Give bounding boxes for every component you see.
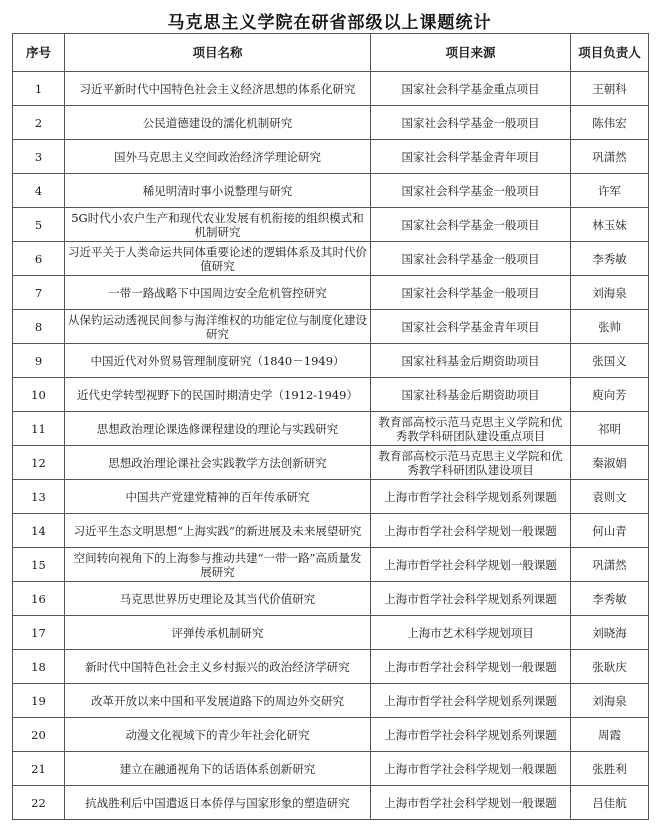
cell-index: 15	[13, 548, 65, 582]
cell-index: 4	[13, 174, 65, 208]
cell-project-name: 近代史学转型视野下的民国时期清史学（1912-1949）	[65, 378, 371, 412]
cell-project-name: 从保钓运动透视民间参与海洋维权的功能定位与制度化建设研究	[65, 310, 371, 344]
cell-project-name: 改革开放以来中国和平发展道路下的周边外交研究	[65, 684, 371, 718]
cell-project-source: 上海市艺术科学规划项目	[371, 616, 571, 650]
cell-index: 14	[13, 514, 65, 548]
cell-index: 1	[13, 72, 65, 106]
header-project-source: 项目来源	[371, 34, 571, 72]
cell-project-name: 动漫文化视域下的青少年社会化研究	[65, 718, 371, 752]
table-row	[13, 72, 649, 106]
table-row	[13, 548, 649, 582]
cell-project-leader: 李秀敏	[571, 242, 649, 276]
cell-project-name: 建立在融通视角下的话语体系创新研究	[65, 752, 371, 786]
cell-index: 2	[13, 106, 65, 140]
cell-project-source: 国家社会科学基金一般项目	[371, 276, 571, 310]
table-row	[13, 684, 649, 718]
cell-project-source: 国家社会科学基金一般项目	[371, 208, 571, 242]
table-row	[13, 412, 649, 446]
cell-index: 13	[13, 480, 65, 514]
table-row	[13, 106, 649, 140]
cell-project-name: 5G时代小农户生产和现代农业发展有机衔接的组织模式和机制研究	[65, 208, 371, 242]
cell-project-leader: 林玉妹	[571, 208, 649, 242]
cell-project-leader: 张帅	[571, 310, 649, 344]
table-row	[13, 344, 649, 378]
cell-project-source: 上海市哲学社会科学规划一般课题	[371, 752, 571, 786]
cell-project-name: 新时代中国特色社会主义乡村振兴的政治经济学研究	[65, 650, 371, 684]
cell-project-source: 教育部高校示范马克思主义学院和优秀教学科研团队建设重点项目	[371, 412, 571, 446]
table-row	[13, 310, 649, 344]
cell-project-source: 上海市哲学社会科学规划一般课题	[371, 548, 571, 582]
cell-project-name: 习近平关于人类命运共同体重要论述的逻辑体系及其时代价值研究	[65, 242, 371, 276]
table-row	[13, 786, 649, 820]
cell-project-source: 上海市哲学社会科学规划一般课题	[371, 786, 571, 820]
cell-project-source: 国家社科基金后期资助项目	[371, 378, 571, 412]
cell-index: 7	[13, 276, 65, 310]
cell-project-source: 国家社会科学基金一般项目	[371, 106, 571, 140]
table-row	[13, 650, 649, 684]
cell-project-leader: 张胜利	[571, 752, 649, 786]
cell-project-source: 国家社会科学基金一般项目	[371, 174, 571, 208]
cell-project-leader: 庾向芳	[571, 378, 649, 412]
cell-project-source: 上海市哲学社会科学规划系列课题	[371, 480, 571, 514]
cell-project-name: 习近平生态文明思想“上海实践”的新进展及未来展望研究	[65, 514, 371, 548]
cell-project-source: 国家社科基金后期资助项目	[371, 344, 571, 378]
cell-project-leader: 周霞	[571, 718, 649, 752]
header-index: 序号	[13, 34, 65, 72]
cell-index: 19	[13, 684, 65, 718]
cell-index: 6	[13, 242, 65, 276]
cell-project-leader: 巩潇然	[571, 140, 649, 174]
cell-index: 16	[13, 582, 65, 616]
cell-project-name: 思想政治理论课选修课程建设的理论与实践研究	[65, 412, 371, 446]
cell-index: 5	[13, 208, 65, 242]
cell-index: 11	[13, 412, 65, 446]
cell-project-name: 思想政治理论课社会实践教学方法创新研究	[65, 446, 371, 480]
table-row	[13, 752, 649, 786]
cell-index: 8	[13, 310, 65, 344]
cell-index: 21	[13, 752, 65, 786]
cell-project-name: 评弹传承机制研究	[65, 616, 371, 650]
cell-project-leader: 王朝科	[571, 72, 649, 106]
cell-project-source: 上海市哲学社会科学规划系列课题	[371, 718, 571, 752]
cell-index: 22	[13, 786, 65, 820]
table-row	[13, 446, 649, 480]
cell-project-name: 中国近代对外贸易管理制度研究（1840－1949）	[65, 344, 371, 378]
cell-index: 18	[13, 650, 65, 684]
cell-project-name: 公民道德建设的濡化机制研究	[65, 106, 371, 140]
table-row	[13, 378, 649, 412]
cell-project-name: 稀见明清时事小说整理与研究	[65, 174, 371, 208]
header-project-name: 项目名称	[65, 34, 371, 72]
table-row	[13, 582, 649, 616]
cell-project-leader: 刘海泉	[571, 684, 649, 718]
cell-project-leader: 张耿庆	[571, 650, 649, 684]
cell-project-leader: 陈伟宏	[571, 106, 649, 140]
cell-project-name: 空间转向视角下的上海参与推动共建“一带一路”高质量发展研究	[65, 548, 371, 582]
cell-project-leader: 刘海泉	[571, 276, 649, 310]
cell-project-source: 国家社会科学基金青年项目	[371, 310, 571, 344]
cell-project-leader: 张国义	[571, 344, 649, 378]
cell-project-leader: 秦淑娟	[571, 446, 649, 480]
table-row	[13, 140, 649, 174]
cell-project-name: 中国共产党建党精神的百年传承研究	[65, 480, 371, 514]
cell-project-name: 马克思世界历史理论及其当代价值研究	[65, 582, 371, 616]
cell-project-source: 上海市哲学社会科学规划系列课题	[371, 582, 571, 616]
cell-project-name: 抗战胜利后中国遣返日本侨俘与国家形象的塑造研究	[65, 786, 371, 820]
table-row	[13, 718, 649, 752]
cell-project-source: 教育部高校示范马克思主义学院和优秀教学科研团队建设项目	[371, 446, 571, 480]
cell-project-source: 上海市哲学社会科学规划一般课题	[371, 650, 571, 684]
cell-project-source: 上海市哲学社会科学规划系列课题	[371, 684, 571, 718]
cell-project-name: 习近平新时代中国特色社会主义经济思想的体系化研究	[65, 72, 371, 106]
cell-project-source: 国家社会科学基金一般项目	[371, 242, 571, 276]
cell-project-leader: 袁则文	[571, 480, 649, 514]
cell-project-leader: 李秀敏	[571, 582, 649, 616]
table-row	[13, 514, 649, 548]
cell-project-name: 国外马克思主义空间政治经济学理论研究	[65, 140, 371, 174]
table-row	[13, 174, 649, 208]
cell-project-leader: 祁明	[571, 412, 649, 446]
table-row	[13, 242, 649, 276]
project-table	[12, 33, 649, 820]
cell-index: 20	[13, 718, 65, 752]
cell-index: 9	[13, 344, 65, 378]
cell-project-source: 国家社会科学基金重点项目	[371, 72, 571, 106]
page-title: 马克思主义学院在研省部级以上课题统计	[167, 13, 492, 33]
table-row	[13, 276, 649, 310]
cell-project-source: 国家社会科学基金青年项目	[371, 140, 571, 174]
cell-project-leader: 吕佳航	[571, 786, 649, 820]
cell-index: 12	[13, 446, 65, 480]
table-row	[13, 480, 649, 514]
cell-project-source: 上海市哲学社会科学规划一般课题	[371, 514, 571, 548]
header-project-leader: 项目负责人	[571, 34, 649, 72]
table-body	[13, 72, 649, 820]
cell-index: 10	[13, 378, 65, 412]
cell-index: 17	[13, 616, 65, 650]
cell-project-leader: 巩潇然	[571, 548, 649, 582]
table-row	[13, 208, 649, 242]
cell-project-leader: 何山青	[571, 514, 649, 548]
cell-project-name: 一带一路战略下中国周边安全危机管控研究	[65, 276, 371, 310]
cell-index: 3	[13, 140, 65, 174]
cell-project-leader: 刘晓海	[571, 616, 649, 650]
header-row	[13, 34, 649, 72]
cell-project-leader: 许军	[571, 174, 649, 208]
table-row	[13, 616, 649, 650]
